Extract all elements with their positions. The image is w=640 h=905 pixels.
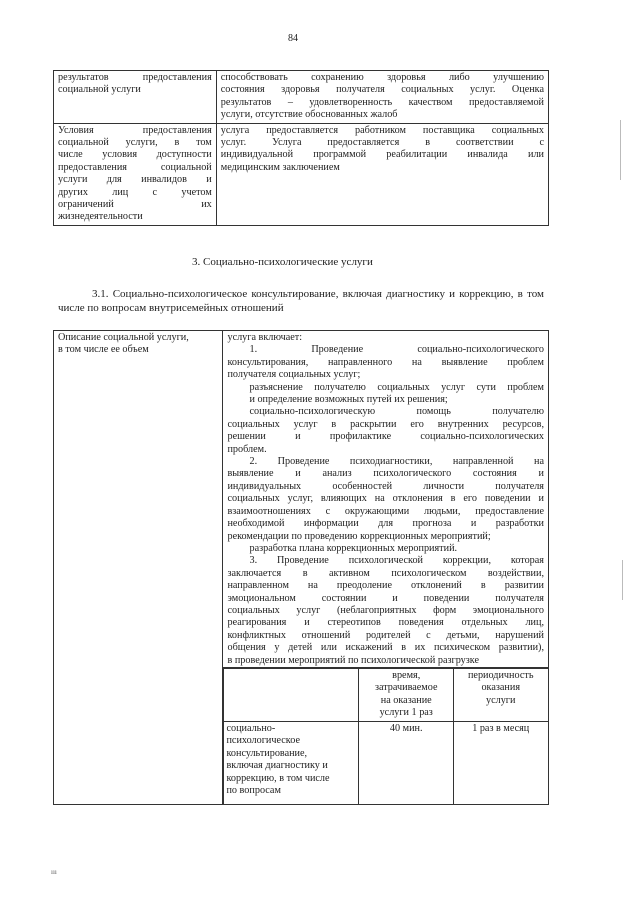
description-line: необходимой информации для прогноза и разработки bbox=[227, 518, 544, 530]
description-line: 1. Проведение социально-психологического bbox=[249, 344, 544, 356]
scan-artifact bbox=[620, 120, 621, 180]
table-line: затрачиваемое bbox=[374, 682, 438, 694]
description-line: конфликтных отношений родителей с детьми, нарушений bbox=[227, 629, 544, 641]
table-cell bbox=[54, 331, 223, 805]
table-cell bbox=[224, 668, 359, 721]
schedule-table bbox=[223, 668, 548, 805]
table-line: услуги 1 раз bbox=[379, 707, 433, 719]
description-line: разработка плана коррекционных мероприятий. bbox=[249, 542, 458, 554]
scan-artifact bbox=[622, 560, 623, 600]
table-cell bbox=[54, 123, 217, 225]
description-line: индивидуальных особенностей личности получателя bbox=[227, 480, 544, 492]
table-line: числе условия доступности bbox=[58, 149, 212, 161]
description-line: социально-психологическую помощь получателю bbox=[249, 406, 544, 418]
time-header bbox=[359, 668, 453, 721]
service-name bbox=[224, 721, 359, 804]
description-line: общения у детей или искажений в их психическом развитии), bbox=[227, 642, 544, 654]
table-line: жизнедеятельности bbox=[58, 211, 143, 223]
table-line: включая диагностику и bbox=[226, 760, 328, 772]
table-line: услуги для инвалидов и bbox=[58, 174, 212, 186]
table-line: психологическое bbox=[226, 735, 300, 747]
description-line: социальных услуг, влияющих на отклонения в его поведении и bbox=[227, 493, 544, 505]
description-line: рекомендации по проведению коррекционных мероприятий; bbox=[227, 530, 491, 542]
table-row bbox=[54, 123, 549, 225]
table-row bbox=[54, 331, 549, 668]
description-line: эмоциональном состоянии и поведении получателя bbox=[227, 592, 544, 604]
subsection-title bbox=[58, 287, 544, 315]
section-title: 3. Социально-психологические услуги bbox=[192, 256, 373, 268]
table-line: на оказание bbox=[380, 694, 432, 706]
description-line: получателя социальных услуг; bbox=[227, 369, 361, 381]
table-line: социальной услуги, в том bbox=[58, 137, 212, 149]
table-line: коррекцию, в том числе bbox=[226, 772, 330, 784]
table-cell bbox=[54, 71, 217, 124]
table-line: услуги, отсутствие обоснованных жалоб bbox=[220, 109, 398, 121]
table-line: состояния здоровья получателя социальных услуг. Оценка bbox=[220, 84, 544, 96]
description-line: реагирования и стереотипов поведения отдельных лиц, bbox=[227, 617, 544, 629]
table-line: услуг. Услуга предоставляется в соответствии с bbox=[220, 137, 544, 149]
table-line: время, bbox=[392, 669, 421, 681]
description-line: консультирования, направленного на выявление проблем bbox=[227, 356, 544, 368]
table-row bbox=[54, 71, 549, 124]
table-line: других лиц с учетом bbox=[58, 186, 212, 198]
description-line: 3. Проведение психологической коррекции, которая bbox=[249, 555, 544, 567]
description-line: выявление и анализ психологического состояния и bbox=[227, 468, 544, 480]
description-line: решении и профилактике социально-психологических bbox=[227, 431, 544, 443]
table-line: в том числе ее объем bbox=[58, 344, 149, 356]
table-line: результатов предоставления bbox=[58, 72, 212, 83]
description-line: 2. Проведение психодиагностики, направленной на bbox=[249, 456, 544, 468]
description-line: социальных услуг (неблагоприятных форм эмоционального bbox=[227, 604, 544, 616]
service-description bbox=[223, 331, 549, 668]
footer-mark: ııı bbox=[51, 868, 57, 876]
table-line: по вопросам bbox=[226, 785, 281, 796]
table-line: периодичность bbox=[467, 669, 534, 681]
table-line: социальной услуги bbox=[58, 84, 141, 96]
service-period: 1 раз в месяц bbox=[453, 721, 548, 804]
description-line: проблем. bbox=[227, 443, 267, 455]
table-line: консультирование, bbox=[226, 747, 308, 759]
description-line: взаимоотношениях с окружающими людьми, предоставление bbox=[227, 505, 544, 517]
description-line: в проведении мероприятий по психологической разгрузке bbox=[227, 654, 480, 666]
top-table bbox=[53, 70, 549, 226]
description-line: услуга включает: bbox=[227, 332, 303, 343]
subsection-title-text: 3.1. Социально-психологическое консультирование, включая диагностику и коррекцию, в том числе по вопросам внутрисемейных отношений bbox=[58, 288, 544, 314]
table-line: медицинским заключением bbox=[220, 161, 340, 173]
table-line: услуга предоставляется работником поставщика социальных bbox=[220, 124, 544, 136]
table-line: социально- bbox=[226, 722, 276, 734]
table-line: способствовать сохранению здоровья либо улучшению bbox=[220, 72, 544, 83]
description-line: разъяснение получателю социальных услуг сути проблем bbox=[249, 381, 544, 393]
table-line: Описание социальной услуги, bbox=[58, 332, 189, 343]
table-cell bbox=[216, 71, 548, 124]
table-line: ограничений их bbox=[58, 199, 212, 211]
table-cell bbox=[216, 123, 548, 225]
table-row bbox=[224, 668, 548, 721]
table-line: услуги bbox=[486, 694, 516, 706]
description-line: и определение возможных путей их решения; bbox=[249, 394, 448, 406]
service-table bbox=[53, 330, 549, 805]
table-line: предоставления социальной bbox=[58, 161, 212, 173]
table-line: результатов – удовлетворенность качеством предоставляемой bbox=[220, 96, 544, 108]
description-line: направленном на преодоление отклонений в развитии bbox=[227, 580, 544, 592]
table-cell bbox=[223, 667, 549, 805]
description-line: социальных услуг в раскрытии его внутренних ресурсов, bbox=[227, 418, 544, 430]
table-line: Условия предоставления bbox=[58, 124, 212, 136]
table-line: индивидуальной программой реабилитации инвалида или bbox=[220, 149, 544, 161]
page-number: 84 bbox=[288, 33, 298, 44]
table-line: оказания bbox=[481, 682, 520, 694]
period-header bbox=[453, 668, 548, 721]
service-time: 40 мин. bbox=[359, 721, 453, 804]
description-line: заключается в активном психологическом воздействии, bbox=[227, 567, 544, 579]
table-row bbox=[224, 721, 548, 804]
